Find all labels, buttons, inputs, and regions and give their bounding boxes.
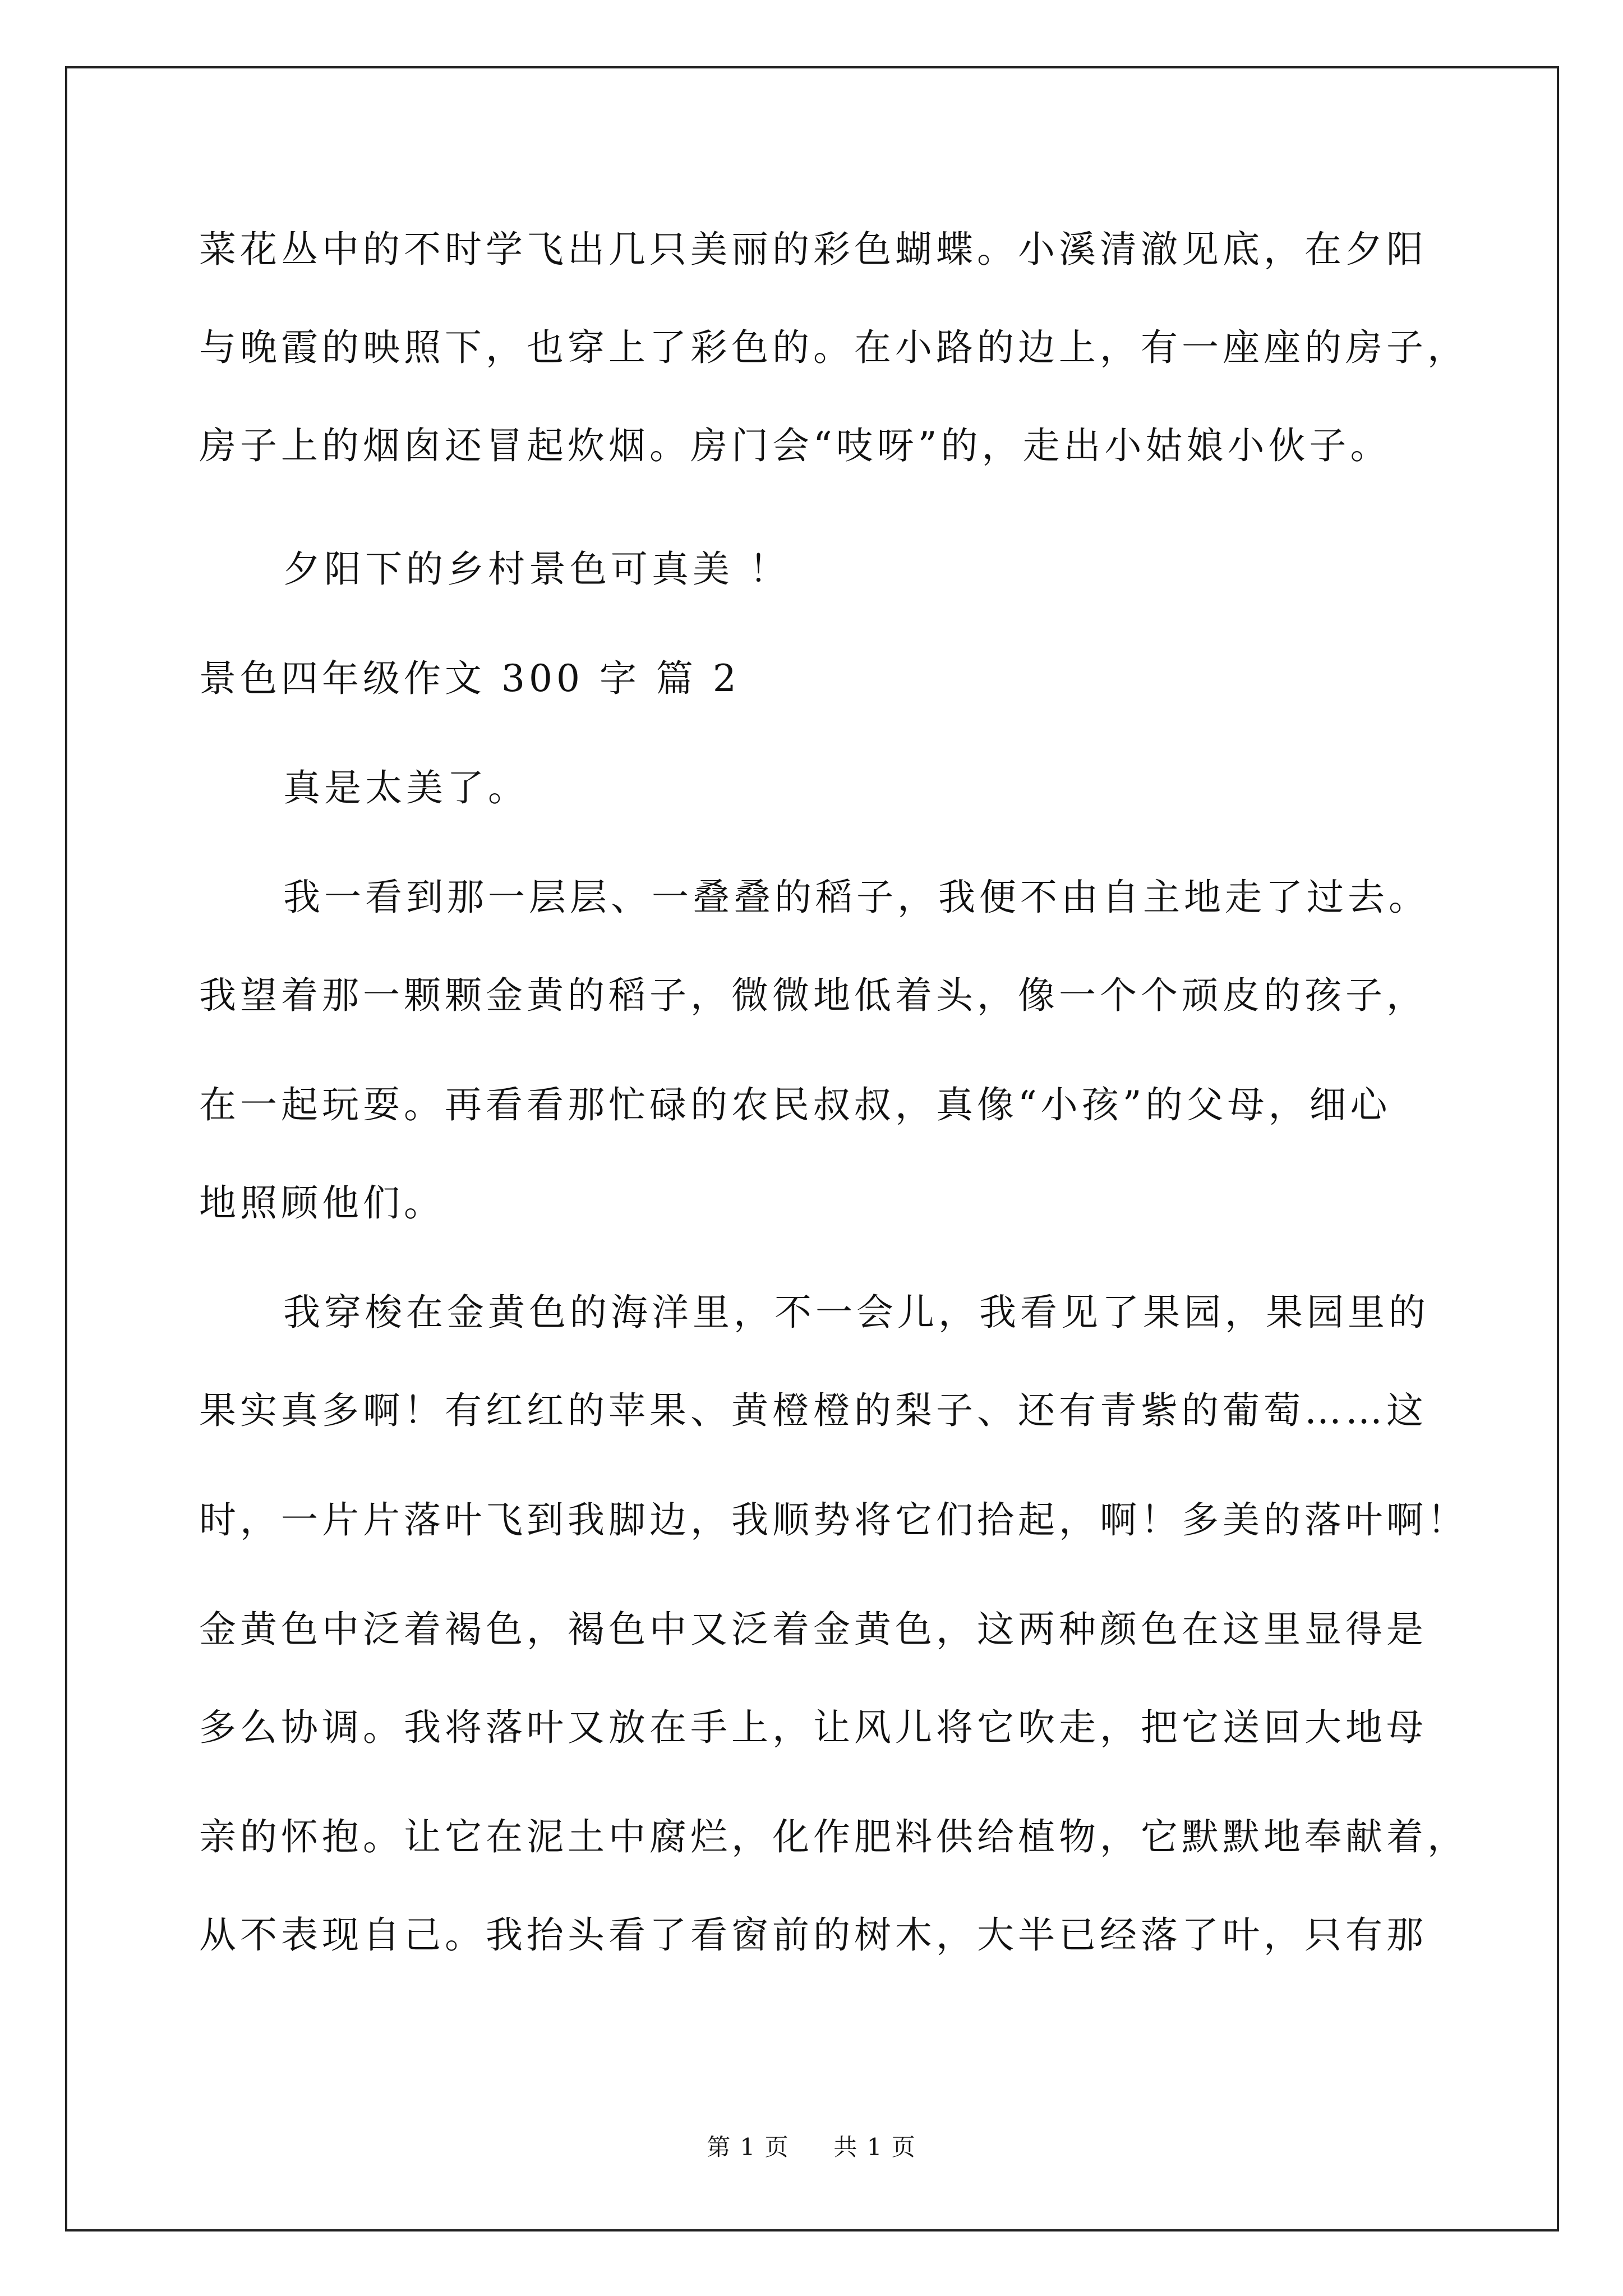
text-line-16: 亲的怀抱。让它在泥土中腐烂，化作肥料供给植物，它默默地奉献着， [199, 1815, 1468, 1858]
text-line-4: 夕阳下的乡村景色可真美 ！ [283, 547, 790, 591]
section-heading: 景色四年级作文 300 字 篇 2 [199, 657, 740, 700]
page-number-total: 共 1 页 [833, 2133, 916, 2161]
text-line-9: 在一起玩耍。再看看那忙碌的农民叔叔，真像“小孩”的父母，细心 [199, 1083, 1391, 1126]
text-line-7: 我一看到那一层层、一叠叠的稻子，我便不由自主地走了过去。 [283, 876, 1430, 919]
page-border [65, 66, 1559, 2231]
text-line-12: 果实真多啊！有红红的苹果、黄橙橙的梨子、还有青紫的葡萄……这 [199, 1389, 1427, 1432]
text-line-6: 真是太美了。 [283, 766, 529, 809]
text-line-11: 我穿梭在金黄色的海洋里，不一会儿，我看见了果园，果园里的 [283, 1291, 1430, 1334]
page-footer [0, 2132, 1623, 2163]
text-line-17: 从不表现自己。我抬头看了看窗前的树木，大半已经落了叶，只有那 [199, 1913, 1427, 1957]
text-line-13: 时，一片片落叶飞到我脚边，我顺势将它们拾起，啊！多美的落叶啊！ [199, 1498, 1468, 1542]
page-number-current: 第 1 页 [707, 2133, 790, 2161]
text-line-10: 地照顾他们。 [199, 1181, 445, 1225]
text-line-2: 与晚霞的映照下，也穿上了彩色的。在小路的边上，有一座座的房子， [199, 326, 1468, 369]
text-line-15: 多么协调。我将落叶又放在手上，让风儿将它吹走，把它送回大地母 [199, 1706, 1427, 1749]
text-line-3: 房子上的烟囱还冒起炊烟。房门会“吱呀”的，走出小姑娘小伙子。 [199, 424, 1391, 467]
text-line-8: 我望着那一颗颗金黄的稻子，微微地低着头，像一个个顽皮的孩子， [199, 974, 1427, 1017]
text-line-14: 金黄色中泛着褐色，褐色中又泛着金黄色，这两种颜色在这里显得是 [199, 1608, 1427, 1651]
text-line-1: 菜花丛中的不时学飞出几只美丽的彩色蝴蝶。小溪清澈见底，在夕阳 [199, 228, 1427, 271]
